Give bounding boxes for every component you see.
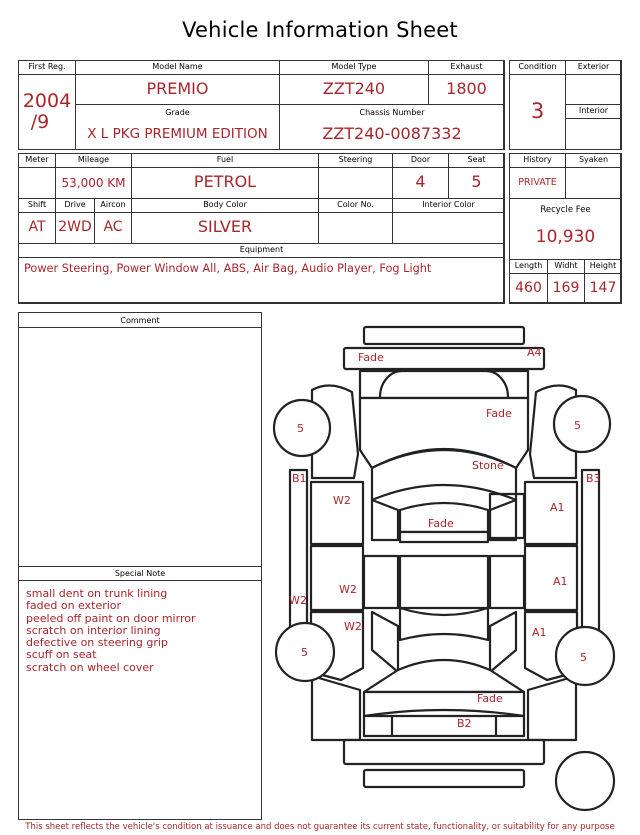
right-rear-door [525, 546, 577, 610]
body-color-value: SILVER [197, 217, 253, 236]
mark-fade-roof: Fade [428, 517, 454, 530]
left-front-door [311, 482, 363, 544]
first-reg-label: First Reg. [19, 61, 75, 75]
mark-wheel-fl: 5 [297, 422, 304, 435]
interior-color-cell [392, 198, 505, 244]
mark-w2-rl-quarter: W2 [344, 620, 362, 633]
height-value: 147 [589, 280, 617, 296]
comment-label: Comment [19, 313, 261, 328]
condition-cell [509, 60, 566, 150]
rear-bumper [344, 740, 544, 764]
width-value: 169 [552, 280, 580, 296]
exhaust-label: Exhaust [429, 61, 504, 75]
exterior-label: Exterior [566, 61, 621, 75]
recycle-fee-value: 10,930 [535, 227, 596, 247]
drive-label: Drive [56, 199, 94, 213]
interior-label: Interior [566, 105, 621, 119]
width-cell [547, 259, 585, 304]
mark-b2: B2 [457, 717, 472, 730]
right-side-sill [582, 470, 599, 630]
chassis-cell [279, 104, 505, 150]
rear-valance [364, 770, 524, 787]
history-label: History [510, 154, 565, 168]
mark-fade-trunk: Fade [477, 692, 503, 705]
basic-info-block [18, 60, 504, 150]
mark-wheel-rl: 5 [301, 646, 308, 659]
cabin [400, 532, 488, 542]
mark-b1: B1 [292, 472, 307, 485]
model-name-cell [75, 60, 280, 105]
special-note-label: Special Note [19, 566, 261, 581]
door-value: 4 [415, 172, 426, 191]
syaken-label: Syaken [566, 154, 621, 168]
drive-cell [55, 198, 95, 244]
aircon-cell [94, 198, 132, 244]
comment-panel [18, 312, 262, 820]
grade-value: X L PKG PREMIUM EDITION [87, 126, 268, 142]
mark-a1-fr-door: A1 [550, 501, 565, 514]
note-item: scratch on wheel cover [26, 660, 154, 674]
equipment-label: Equipment [19, 244, 504, 258]
meter-label: Meter [19, 154, 55, 168]
note-item: peeled off paint on door mirror [26, 611, 196, 625]
seat-label: Seat [449, 154, 504, 168]
interior-cell [565, 104, 622, 150]
mark-a4: A4 [527, 346, 542, 359]
first-reg-month: /9 [30, 111, 50, 133]
mark-fade-hood: Fade [486, 407, 512, 420]
drive-value: 2WD [58, 219, 92, 235]
mark-w2-fl-door: W2 [333, 494, 351, 507]
rear-panel [364, 716, 524, 736]
mark-b3: B3 [586, 472, 601, 485]
exterior-cell [565, 60, 622, 105]
equipment-value: Power Steering, Power Window All, ABS, Air Bag, Audio Player, Fog Light [24, 262, 432, 275]
mark-w2-rl-door: W2 [339, 583, 357, 596]
color-no-label: Color No. [319, 199, 392, 213]
mark-w2-left-side: W2 [289, 594, 307, 607]
right-rear-fender [528, 676, 576, 740]
model-name-value: PREMIO [146, 79, 209, 98]
height-cell [584, 259, 622, 304]
left-rear-door [311, 546, 363, 610]
note-item: defective on steering grip [26, 636, 168, 650]
shift-value: AT [28, 219, 46, 235]
mark-wheel-fr: 5 [574, 419, 581, 432]
door-cell [392, 153, 449, 199]
fuel-value: PETROL [193, 172, 257, 191]
aircon-label: Aircon [95, 199, 131, 213]
syaken-cell [565, 153, 622, 199]
grade-cell [75, 104, 280, 150]
front-bumper [364, 327, 524, 344]
disclaimer-footer: This sheet reflects the vehicle's condition at issuance and does not guarantee its current state, functionality, or suitability for any purpose [25, 822, 615, 832]
interior-color-label: Interior Color [393, 199, 504, 213]
chassis-value: ZZT240-0087332 [322, 124, 462, 143]
history-cell [509, 153, 566, 199]
fuel-label: Fuel [132, 154, 318, 168]
mark-a1-rr-quarter: A1 [532, 626, 547, 639]
note-item: small dent on trunk lining [26, 587, 168, 600]
length-cell [509, 259, 548, 304]
body-color-label: Body Color [132, 199, 318, 213]
exhaust-value: 1800 [446, 79, 487, 98]
history-value: PRIVATE [518, 177, 557, 188]
mark-stone: Stone [472, 459, 504, 472]
condition-label: Condition [510, 61, 565, 75]
length-label: Length [510, 260, 547, 274]
height-label: Height [585, 260, 621, 274]
mark-wheel-rr: 5 [580, 651, 587, 664]
mark-fade-front: Fade [358, 351, 384, 364]
note-item: scratch on interior lining [26, 623, 161, 637]
shift-cell [18, 198, 56, 244]
first-reg-cell [18, 60, 76, 150]
fuel-cell [131, 153, 319, 199]
spec-block [18, 153, 504, 303]
recycle-fee-cell [509, 198, 622, 260]
note-item: faded on exterior [26, 599, 122, 613]
first-reg-year: 2004 [22, 90, 72, 112]
model-name-label: Model Name [76, 61, 279, 75]
color-no-cell [318, 198, 393, 244]
chassis-label: Chassis Number [359, 108, 425, 117]
model-type-label: Model Type [280, 61, 428, 75]
special-notes-list [26, 588, 257, 674]
sheet-title: Vehicle Information Sheet [182, 18, 458, 42]
exhaust-cell [428, 60, 505, 105]
condition-block [509, 60, 621, 150]
mark-a1-rr-door: A1 [553, 575, 568, 588]
door-label: Door [393, 154, 448, 168]
body-color-cell [131, 198, 319, 244]
spare-wheel [556, 752, 614, 810]
car-damage-diagram [268, 322, 620, 817]
aircon-value: AC [103, 219, 123, 235]
left-rear-fender [312, 676, 360, 740]
grade-label: Grade [165, 108, 190, 117]
steering-cell [318, 153, 393, 199]
mileage-label: Mileage [56, 154, 131, 168]
seat-cell [448, 153, 505, 199]
history-block [509, 153, 621, 303]
note-item: scuff on seat [26, 648, 97, 662]
front-lights [360, 371, 528, 398]
seat-value: 5 [471, 172, 482, 191]
meter-cell [18, 153, 56, 199]
mileage-cell [55, 153, 132, 199]
steering-label: Steering [319, 154, 392, 168]
recycle-fee-label: Recycle Fee [540, 205, 591, 215]
shift-label: Shift [19, 199, 55, 213]
length-value: 460 [515, 280, 542, 296]
rear-window [372, 612, 398, 672]
model-type-cell [279, 60, 429, 105]
width-label: Widht [548, 260, 584, 274]
wheel-front-right [554, 396, 610, 452]
condition-value: 3 [530, 99, 545, 123]
mileage-value: 53,000 KM [61, 176, 126, 190]
equipment-cell [18, 243, 505, 304]
model-type-value: ZZT240 [322, 79, 386, 98]
